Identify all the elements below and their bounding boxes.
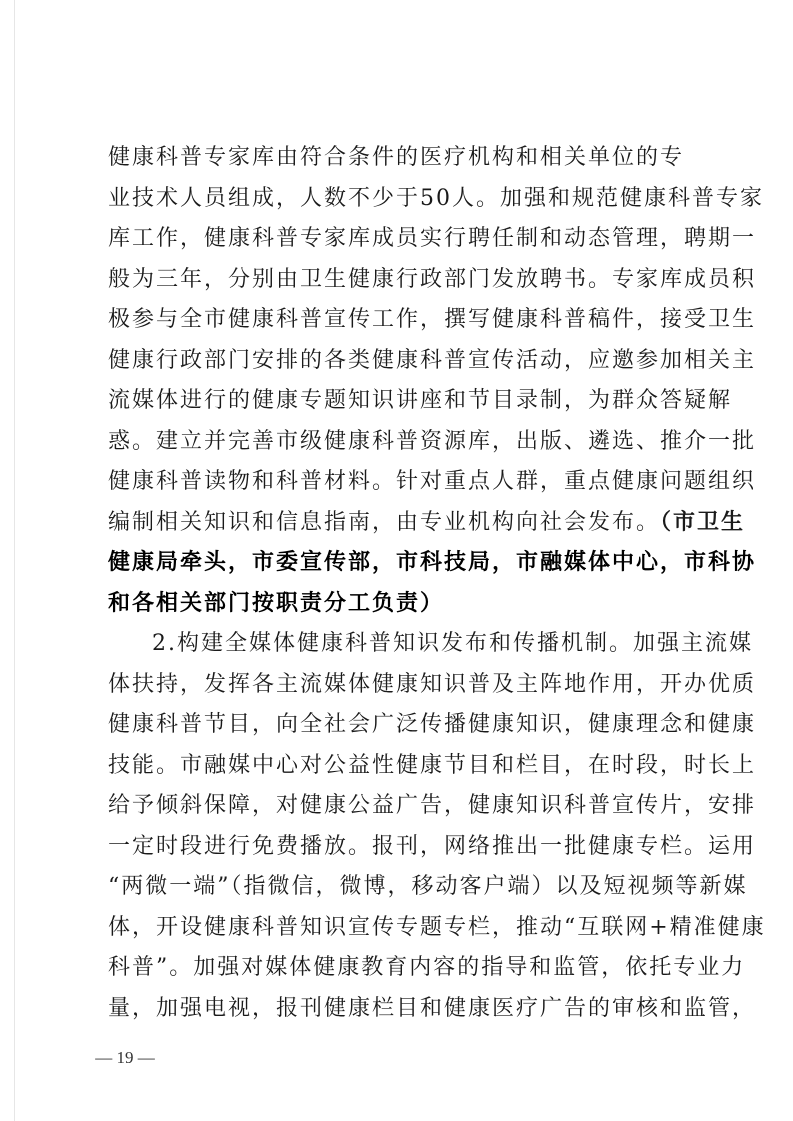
text-line: 库工作，健康科普专家库成员实行聘任制和动态管理，聘期一 [108, 226, 757, 251]
responsibility-fragment: （市卫生 [660, 509, 746, 535]
text-line: 体扶持，发挥各主流媒体健康知识普及主阵地作用，开办优质 [108, 671, 757, 697]
responsibility-line: 和各相关部门按职责分工负责） [108, 590, 445, 616]
text-line: 给予倾斜保障，对健康公益广告，健康知识科普宣传片，安排 [108, 793, 757, 818]
text-line: 健康行政部门安排的各类健康科普宣传活动，应邀参加相关主 [108, 347, 757, 373]
text-line: 流媒体进行的健康专题知识讲座和节目录制，为群众答疑解 [108, 388, 733, 413]
text-line: “两微一端”（指微信，微博，移动客户端）以及短视频等新媒 [108, 874, 748, 899]
page-binding-edge [14, 0, 15, 1121]
body-text [108, 138, 766, 1029]
text-line: 技能。市融媒中心对公益性健康节目和栏目，在时段，时长上 [108, 752, 757, 778]
text-line [108, 503, 746, 544]
text-line: 健康科普专家库由符合条件的医疗机构和相关单位的专 [108, 145, 685, 170]
text-line: 业技术人员组成，人数不少于50人。加强和规范健康科普专家 [108, 185, 764, 211]
text-line: 健康科普节目，向全社会广泛传播健康知识，健康理念和健康 [108, 712, 757, 737]
section-heading-line: 2.构建全媒体健康科普知识发布和传播机制。加强主流媒 [152, 631, 753, 656]
responsibility-line: 健康局牵头，市委宣传部，市科技局，市融媒体中心，市科协 [108, 550, 757, 575]
text-fragment: 编制相关知识和信息指南，由专业机构向社会发布。 [108, 509, 661, 535]
text-line: 惑。建立并完善市级健康科普资源库，出版、遴选、推介一批 [108, 428, 757, 454]
text-line: 般为三年，分别由卫生健康行政部门发放聘书。专家库成员积 [108, 266, 757, 292]
page-number: — 19 — [95, 1048, 155, 1067]
text-line: 健康科普读物和科普材料。针对重点人群，重点健康问题组织 [108, 469, 757, 494]
text-line: 量，加强电视，报刊健康栏目和健康医疗广告的审核和监管， [108, 995, 757, 1021]
text-line: 科普”。加强对媒体健康教育内容的指导和监管，依托专业力 [108, 955, 746, 980]
text-line: 极参与全市健康科普宣传工作，撰写健康科普稿件，接受卫生 [108, 307, 757, 332]
text-line: 一定时段进行免费播放。报刊，网络推出一批健康专栏。运用 [108, 833, 757, 859]
text-line: 体，开设健康科普知识宣传专题专栏，推动“互联网+精准健康 [108, 914, 766, 940]
